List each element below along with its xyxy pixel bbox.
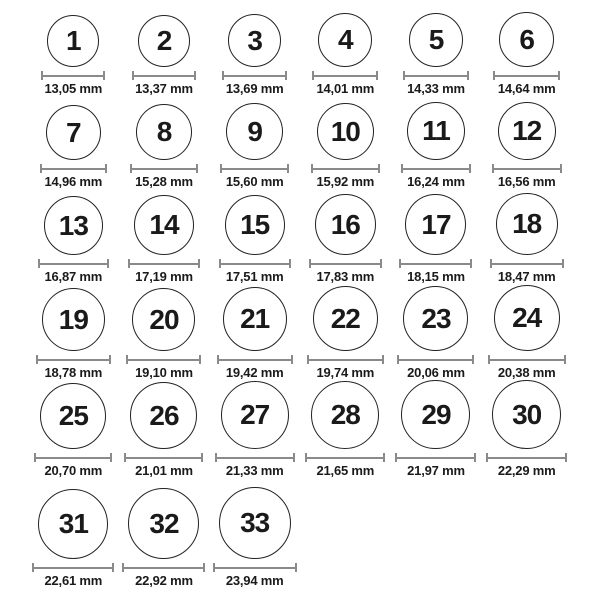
ring-size-number: 6: [519, 23, 534, 55]
ring-circle: [317, 103, 374, 160]
diameter-ruler-icon: [38, 259, 109, 268]
ring-size-cell: [217, 287, 293, 384]
ring-circle: [498, 102, 556, 160]
ring-size-number: 11: [422, 115, 450, 146]
ring-circle: [223, 287, 287, 351]
ring-size-cell: [41, 15, 105, 100]
ring-size-cell: [130, 104, 198, 193]
ring-size-cell: [215, 381, 295, 482]
diameter-label: 19,74 mm: [316, 365, 375, 380]
ring-size-number: 25: [58, 400, 88, 431]
ring-circle: [403, 286, 468, 351]
diameter-label: 19,42 mm: [225, 365, 284, 380]
diameter-label: 13,37 mm: [135, 81, 193, 96]
ring-size-number: 33: [240, 507, 270, 538]
diameter-label: 17,83 mm: [316, 269, 375, 284]
ring-size-number: 24: [512, 302, 542, 333]
diameter-ruler-icon: [311, 164, 380, 173]
ring-circle: [47, 15, 99, 67]
diameter-label: 21,01 mm: [135, 463, 193, 478]
ring-size-cell: [403, 13, 469, 100]
diameter-ruler-icon: [130, 164, 198, 173]
ring-circle: [130, 382, 197, 449]
diameter-ruler-icon: [128, 259, 200, 268]
ring-size-cell: [401, 102, 471, 193]
ring-size-number: 32: [149, 507, 179, 539]
ring-size-number: 22: [330, 302, 360, 334]
diameter-label: 20,70 mm: [44, 463, 103, 478]
diameter-ruler-icon: [34, 453, 112, 462]
diameter-ruler-icon: [40, 164, 107, 173]
ring-size-number: 19: [58, 303, 88, 335]
ring-size-cell: [124, 382, 203, 482]
diameter-ruler-icon: [132, 71, 196, 80]
ring-size-number: 30: [512, 398, 542, 430]
diameter-ruler-icon: [488, 355, 566, 364]
diameter-label: 15,92 mm: [316, 174, 375, 189]
ring-size-cell: [34, 383, 112, 482]
ring-size-number: 31: [58, 508, 88, 539]
ring-size-number: 1: [66, 25, 81, 56]
ring-size-number: 7: [66, 116, 81, 148]
ring-size-number: 27: [240, 399, 270, 430]
ring-circle: [46, 105, 101, 160]
ring-size-cell: [488, 285, 566, 384]
ring-size-cell: [312, 13, 378, 100]
diameter-label: 16,87 mm: [44, 269, 103, 284]
diameter-ruler-icon: [397, 355, 474, 364]
ring-circle: [499, 12, 554, 67]
ring-size-cell: [490, 193, 564, 288]
chart-row: [28, 100, 572, 193]
ring-size-number: 26: [149, 399, 179, 431]
ring-circle: [225, 195, 285, 255]
ring-circle: [407, 102, 465, 160]
diameter-ruler-icon: [493, 71, 560, 80]
diameter-ruler-icon: [220, 164, 289, 173]
ring-circle: [138, 15, 190, 67]
diameter-ruler-icon: [395, 453, 476, 462]
ring-circle: [226, 103, 283, 160]
diameter-label: 21,97 mm: [407, 463, 465, 478]
diameter-ruler-icon: [126, 355, 201, 364]
diameter-ruler-icon: [490, 259, 564, 268]
ring-size-number: 21: [240, 303, 270, 334]
diameter-ruler-icon: [399, 259, 472, 268]
diameter-label: 16,56 mm: [497, 174, 556, 189]
diameter-label: 17,51 mm: [225, 269, 284, 284]
ring-size-number: 10: [330, 115, 360, 147]
ring-size-number: 3: [247, 24, 262, 56]
ring-size-cell: [493, 12, 560, 100]
ring-circle: [401, 380, 470, 449]
ring-size-cell: [486, 380, 567, 482]
ring-circle: [492, 380, 561, 449]
diameter-ruler-icon: [41, 71, 105, 80]
diameter-ruler-icon: [309, 259, 382, 268]
diameter-label: 13,69 mm: [225, 81, 284, 96]
ring-size-number: 2: [156, 25, 172, 56]
chart-row: [28, 285, 572, 380]
ring-circle: [409, 13, 463, 67]
ring-size-cell: [311, 103, 380, 193]
ring-size-cell: [309, 194, 382, 288]
diameter-label: 14,01 mm: [316, 81, 375, 96]
ring-size-number: 12: [512, 115, 542, 146]
diameter-ruler-icon: [401, 164, 471, 173]
ring-circle: [496, 193, 558, 255]
diameter-label: 14,33 mm: [407, 81, 465, 96]
ring-size-number: 14: [149, 209, 179, 240]
diameter-label: 20,06 mm: [407, 365, 465, 380]
ring-size-number: 20: [149, 303, 179, 335]
ring-circle: [318, 13, 372, 67]
diameter-label: 16,24 mm: [407, 174, 465, 189]
diameter-label: 22,92 mm: [135, 573, 193, 588]
diameter-ruler-icon: [305, 453, 385, 462]
ring-size-cell: [36, 288, 111, 384]
ring-size-number: 13: [58, 209, 88, 241]
diameter-label: 14,96 mm: [44, 174, 103, 189]
diameter-label: 13,05 mm: [44, 81, 103, 96]
diameter-label: 18,47 mm: [497, 269, 556, 284]
ring-size-cell: [305, 381, 385, 482]
diameter-ruler-icon: [222, 71, 287, 80]
ring-size-number: 23: [421, 302, 451, 334]
ring-size-number: 8: [156, 116, 172, 147]
diameter-ruler-icon: [215, 453, 295, 462]
diameter-label: 21,33 mm: [225, 463, 284, 478]
chart-row: [28, 480, 572, 592]
ring-circle: [228, 14, 281, 67]
ring-size-cell: [126, 288, 201, 384]
ring-circle: [136, 104, 192, 160]
ring-circle: [494, 285, 560, 351]
ring-circle: [315, 194, 376, 255]
diameter-label: 19,10 mm: [135, 365, 193, 380]
diameter-ruler-icon: [219, 259, 291, 268]
ring-size-number: 16: [330, 208, 360, 240]
ring-circle: [40, 383, 106, 449]
diameter-label: 22,29 mm: [497, 463, 556, 478]
diameter-label: 17,19 mm: [135, 269, 193, 284]
ring-size-cell: [399, 194, 472, 288]
ring-size-cell: [38, 196, 109, 288]
diameter-label: 15,60 mm: [225, 174, 284, 189]
diameter-label: 22,61 mm: [44, 573, 103, 588]
ring-circle: [38, 489, 108, 559]
diameter-ruler-icon: [213, 563, 297, 572]
ring-circle: [42, 288, 105, 351]
diameter-ruler-icon: [32, 563, 114, 572]
ring-size-number: 9: [247, 115, 262, 147]
ring-size-cell: [395, 380, 476, 482]
ring-circle: [219, 487, 291, 559]
diameter-ruler-icon: [217, 355, 293, 364]
ring-circle: [134, 195, 194, 255]
chart-row: [28, 10, 572, 100]
ring-circle: [132, 288, 195, 351]
ring-size-cell: [132, 15, 196, 100]
ring-size-cell: [219, 195, 291, 288]
diameter-ruler-icon: [312, 71, 378, 80]
diameter-label: 21,65 mm: [316, 463, 375, 478]
ring-size-cell: [122, 488, 205, 592]
diameter-ruler-icon: [403, 71, 469, 80]
diameter-label: 14,64 mm: [497, 81, 556, 96]
diameter-ruler-icon: [122, 563, 205, 572]
ring-circle: [311, 381, 379, 449]
diameter-label: 18,15 mm: [407, 269, 465, 284]
ring-circle: [128, 488, 199, 559]
ring-size-number: 4: [338, 24, 353, 55]
ring-circle: [221, 381, 289, 449]
ring-circle: [313, 286, 378, 351]
ring-circle: [405, 194, 466, 255]
ring-size-cell: [222, 14, 287, 100]
diameter-ruler-icon: [492, 164, 562, 173]
ring-size-cell: [128, 195, 200, 288]
ring-size-cell: [397, 286, 474, 384]
ring-size-number: 15: [240, 209, 270, 240]
diameter-label: 20,38 mm: [497, 365, 556, 380]
ring-size-cell: [492, 102, 562, 193]
chart-row: [28, 193, 572, 285]
ring-size-number: 28: [330, 399, 360, 430]
ring-size-number: 5: [428, 24, 444, 55]
diameter-ruler-icon: [307, 355, 384, 364]
diameter-label: 15,28 mm: [135, 174, 193, 189]
ring-size-cell: [220, 103, 289, 193]
ring-size-cell: [307, 286, 384, 384]
ring-size-cell: [213, 487, 297, 592]
ring-size-number: 18: [512, 208, 542, 239]
diameter-label: 18,78 mm: [44, 365, 103, 380]
ring-size-number: 17: [421, 208, 451, 240]
ring-circle: [44, 196, 103, 255]
chart-row: [28, 380, 572, 480]
ring-size-cell: [40, 105, 107, 193]
ring-size-cell: [32, 489, 114, 592]
diameter-label: 23,94 mm: [225, 573, 284, 588]
diameter-ruler-icon: [486, 453, 567, 462]
diameter-ruler-icon: [124, 453, 203, 462]
ring-size-number: 29: [421, 398, 451, 430]
diameter-ruler-icon: [36, 355, 111, 364]
